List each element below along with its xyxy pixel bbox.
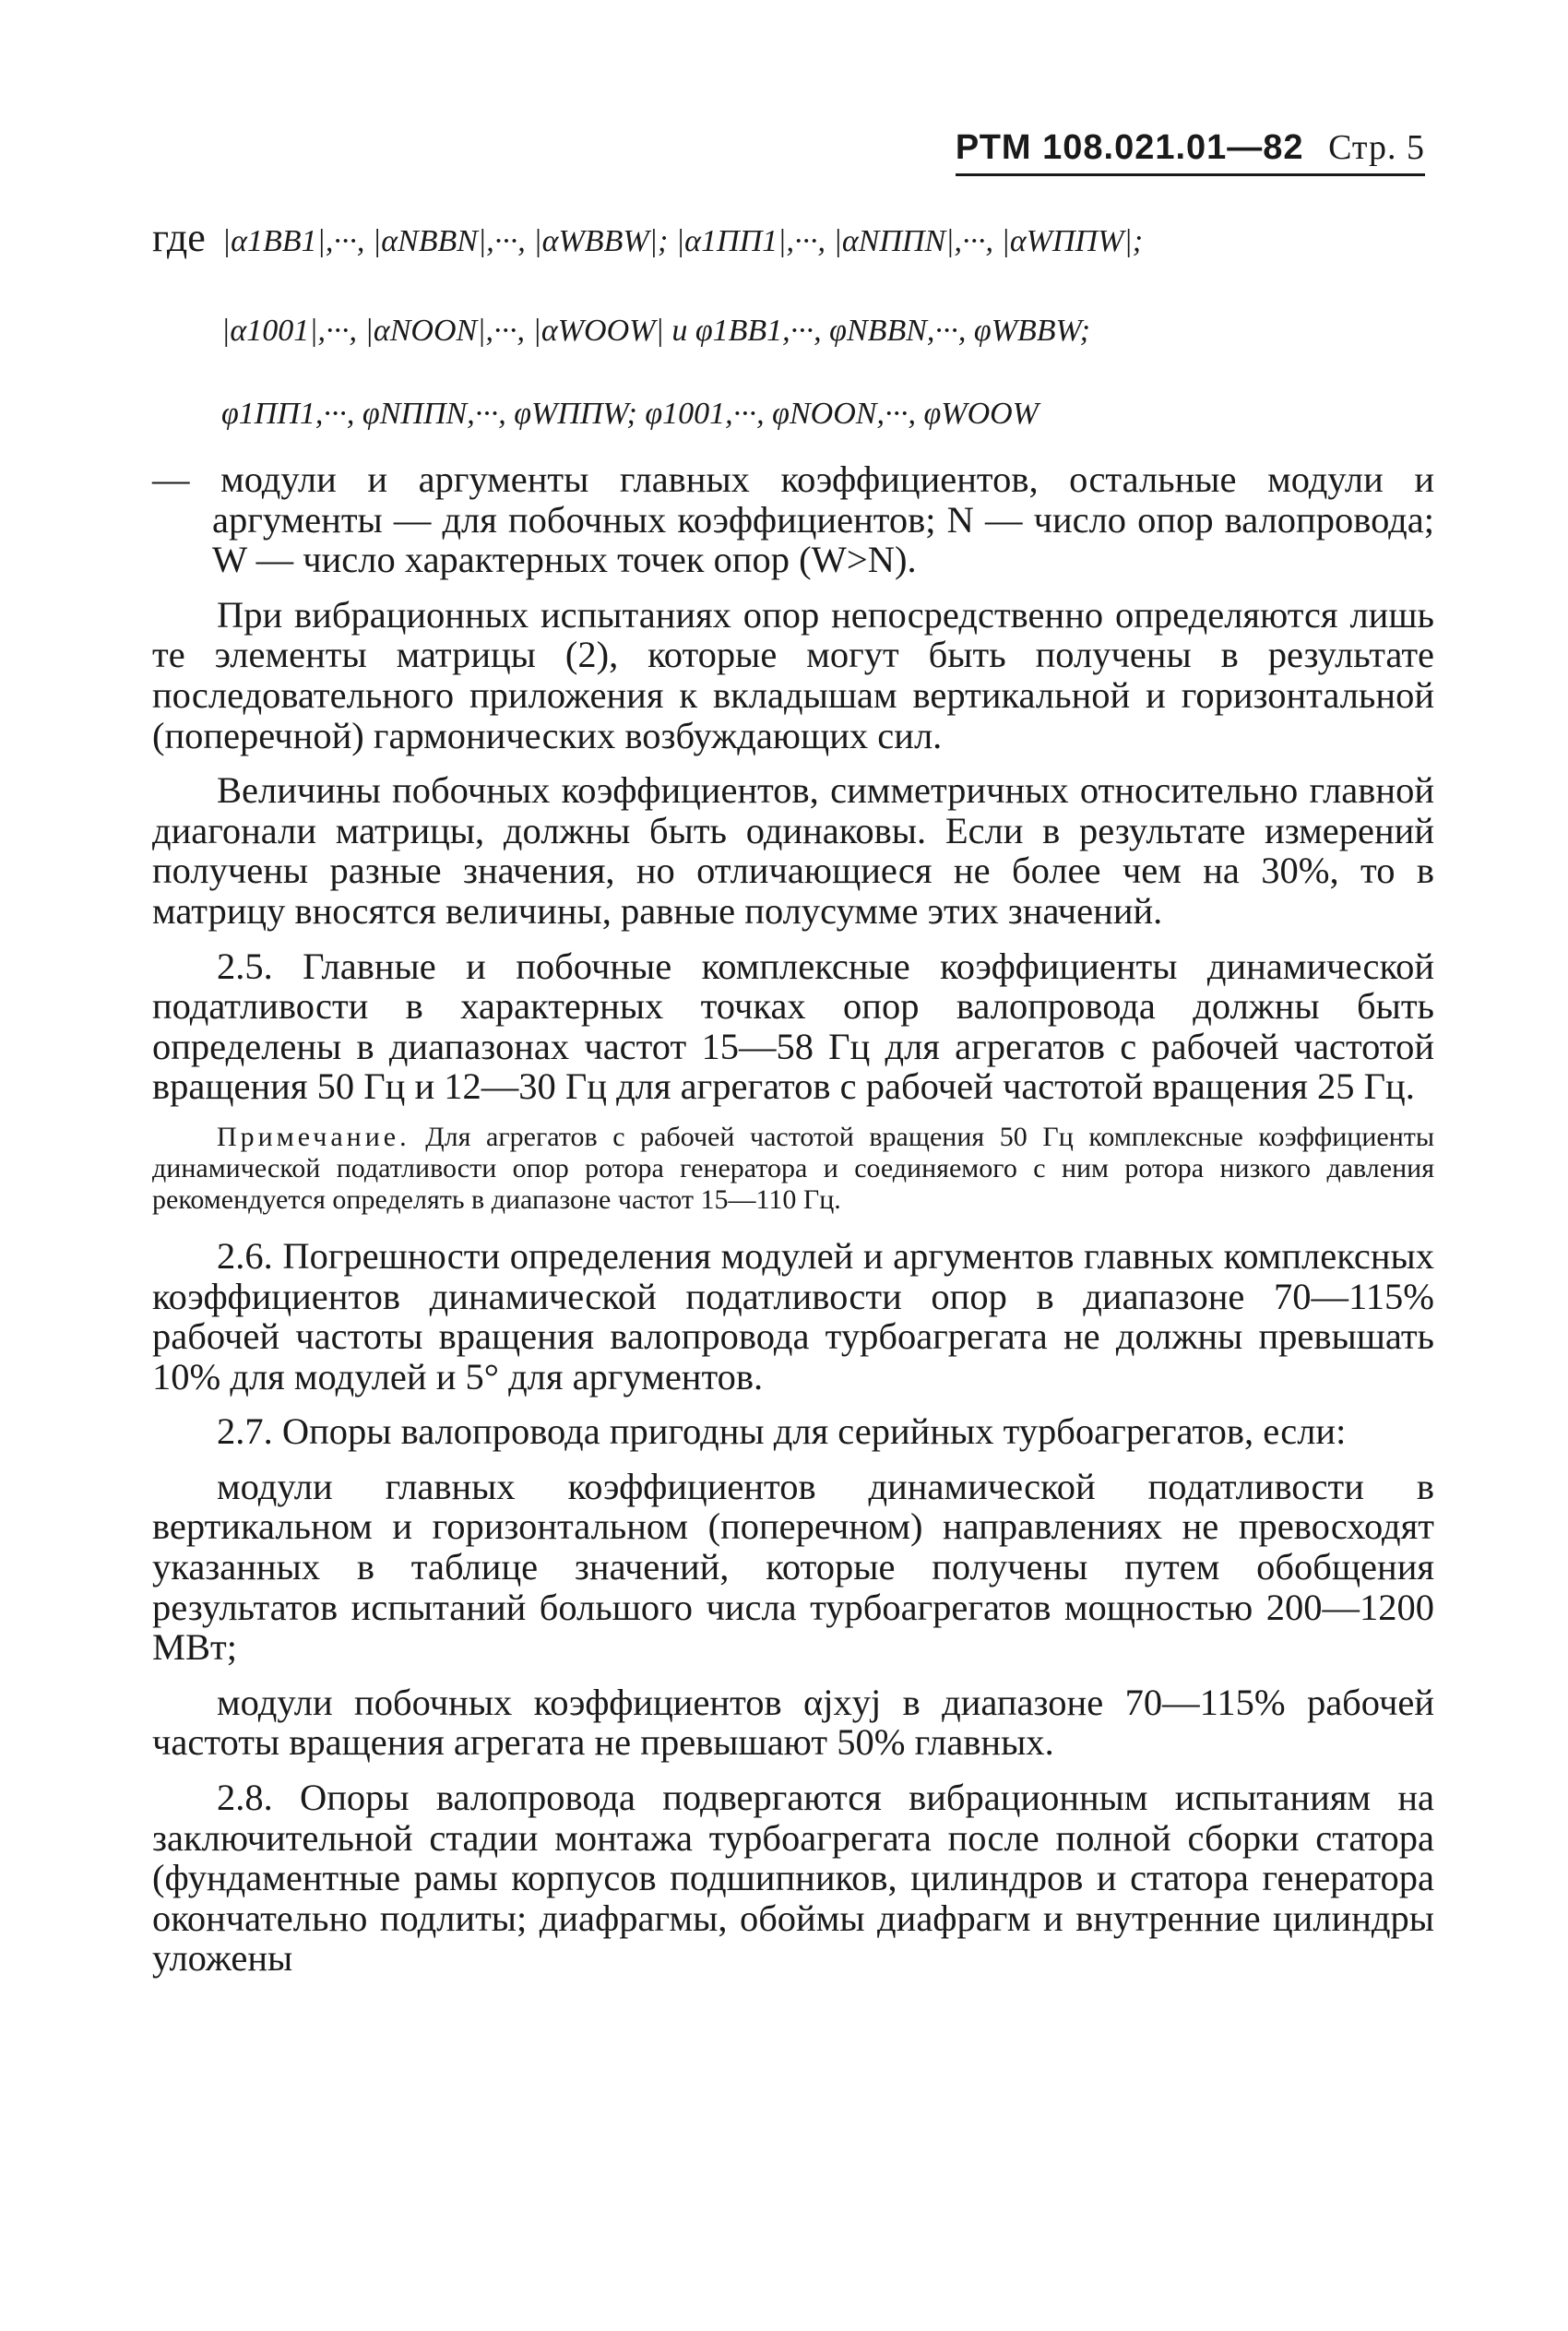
formula-line-3: φ1ПП1,···, φNППN,···, φWППW; φ1001,···, φNOON,···, φWOOW: [221, 397, 1039, 431]
note: [152, 1122, 1434, 1216]
paragraph-definitions: — модули и аргументы главных коэффициентов, остальные модули и аргументы — для побочных коэффициентов; N — число опор валопровода; W — число характерных точек опор (W>N).: [152, 458, 1434, 581]
page-number-label: Стр. 5: [1328, 128, 1425, 167]
document-code: РТМ 108.021.01—82: [955, 128, 1304, 167]
note-label: Примечание.: [217, 1121, 410, 1152]
paragraph-vibration-tests: При вибрационных испытаниях опор непосредственно определяются лишь те элементы матрицы (2), которые могут быть получены в результате последовательного приложения к вкладышам вертикальной и горизонтальной (поперечной) гармонических возбуждающих сил.: [152, 593, 1434, 756]
formula-where-word: где: [152, 215, 206, 260]
formula-line-1-text: |α1ВВ1|,···, |αNВВN|,···, |αWВВW|; |α1ПП1|,···, |αNППN|,···, |αWППW|;: [221, 224, 1144, 258]
page-header: [956, 127, 1425, 176]
paragraph-2-6: 2.6. Погрешности определения модулей и аргументов главных комплексных коэффициентов динамической податливости опор в диапазоне 70—115% рабочей частоты вращения валопровода турбоагрегата не должны превышать 10% для модулей и 5° для аргументов.: [152, 1234, 1434, 1397]
paragraph-secondary-coefficients: Величины побочных коэффициентов, симметричных относительно главной диагонали матрицы, должны быть одинаковы. Если в результате измерений получены разные значения, но отличающиеся не более чем на 30%, то в матрицу вносятся величины, равные полусумме этих значений.: [152, 769, 1434, 932]
paragraph-2-8: 2.8. Опоры валопровода подвергаются вибрационным испытаниям на заключительной стадии монтажа турбоагрегата после полной сборки статора (фундаментные рамы корпусов подшипников, цилиндров и статора генератора окончательно подлиты; диафрагмы, обоймы диафрагм и внутренние цилиндры уложены: [152, 1777, 1434, 1980]
paragraph-main-moduli: модули главных коэффициентов динамической податливости в вертикальном и горизонтальном (поперечном) направлениях не превосходят указанных в таблице значений, которые получены путем обобщения результатов испытаний большого числа турбоагрегатов мощностью 200—1200 МВт;: [152, 1465, 1434, 1669]
paragraph-2-7: 2.7. Опоры валопровода пригодны для серийных турбоагрегатов, если:: [217, 1410, 1347, 1453]
paragraph-secondary-moduli: модули побочных коэффициентов αjxyj в диапазоне 70—115% рабочей частоты вращения агрегата не превышают 50% главных.: [152, 1681, 1434, 1764]
note-text: Для агрегатов с рабочей частотой вращения 50 Гц комплексные коэффициенты динамической податливости опор ротора генератора и соединяемого с ним ротора низкого давления рекомендуется определять в диапазоне частот 15—110 Гц.: [152, 1121, 1435, 1215]
formula-line-2: |α1001|,···, |αNOON|,···, |αWOOW| и φ1ВВ1,···, φNВВN,···, φWВВW;: [221, 314, 1090, 348]
paragraph-2-5: 2.5. Главные и побочные комплексные коэффициенты динамической податливости в характерных точках опор валопровода должны быть определены в диапазонах частот 15—58 Гц для агрегатов с рабочей частотой вращения 50 Гц и 12—30 Гц для агрегатов с рабочей частотой вращения 25 Гц.: [152, 945, 1434, 1108]
formula-line-1: [152, 214, 1434, 261]
body-text: [152, 459, 1434, 1993]
